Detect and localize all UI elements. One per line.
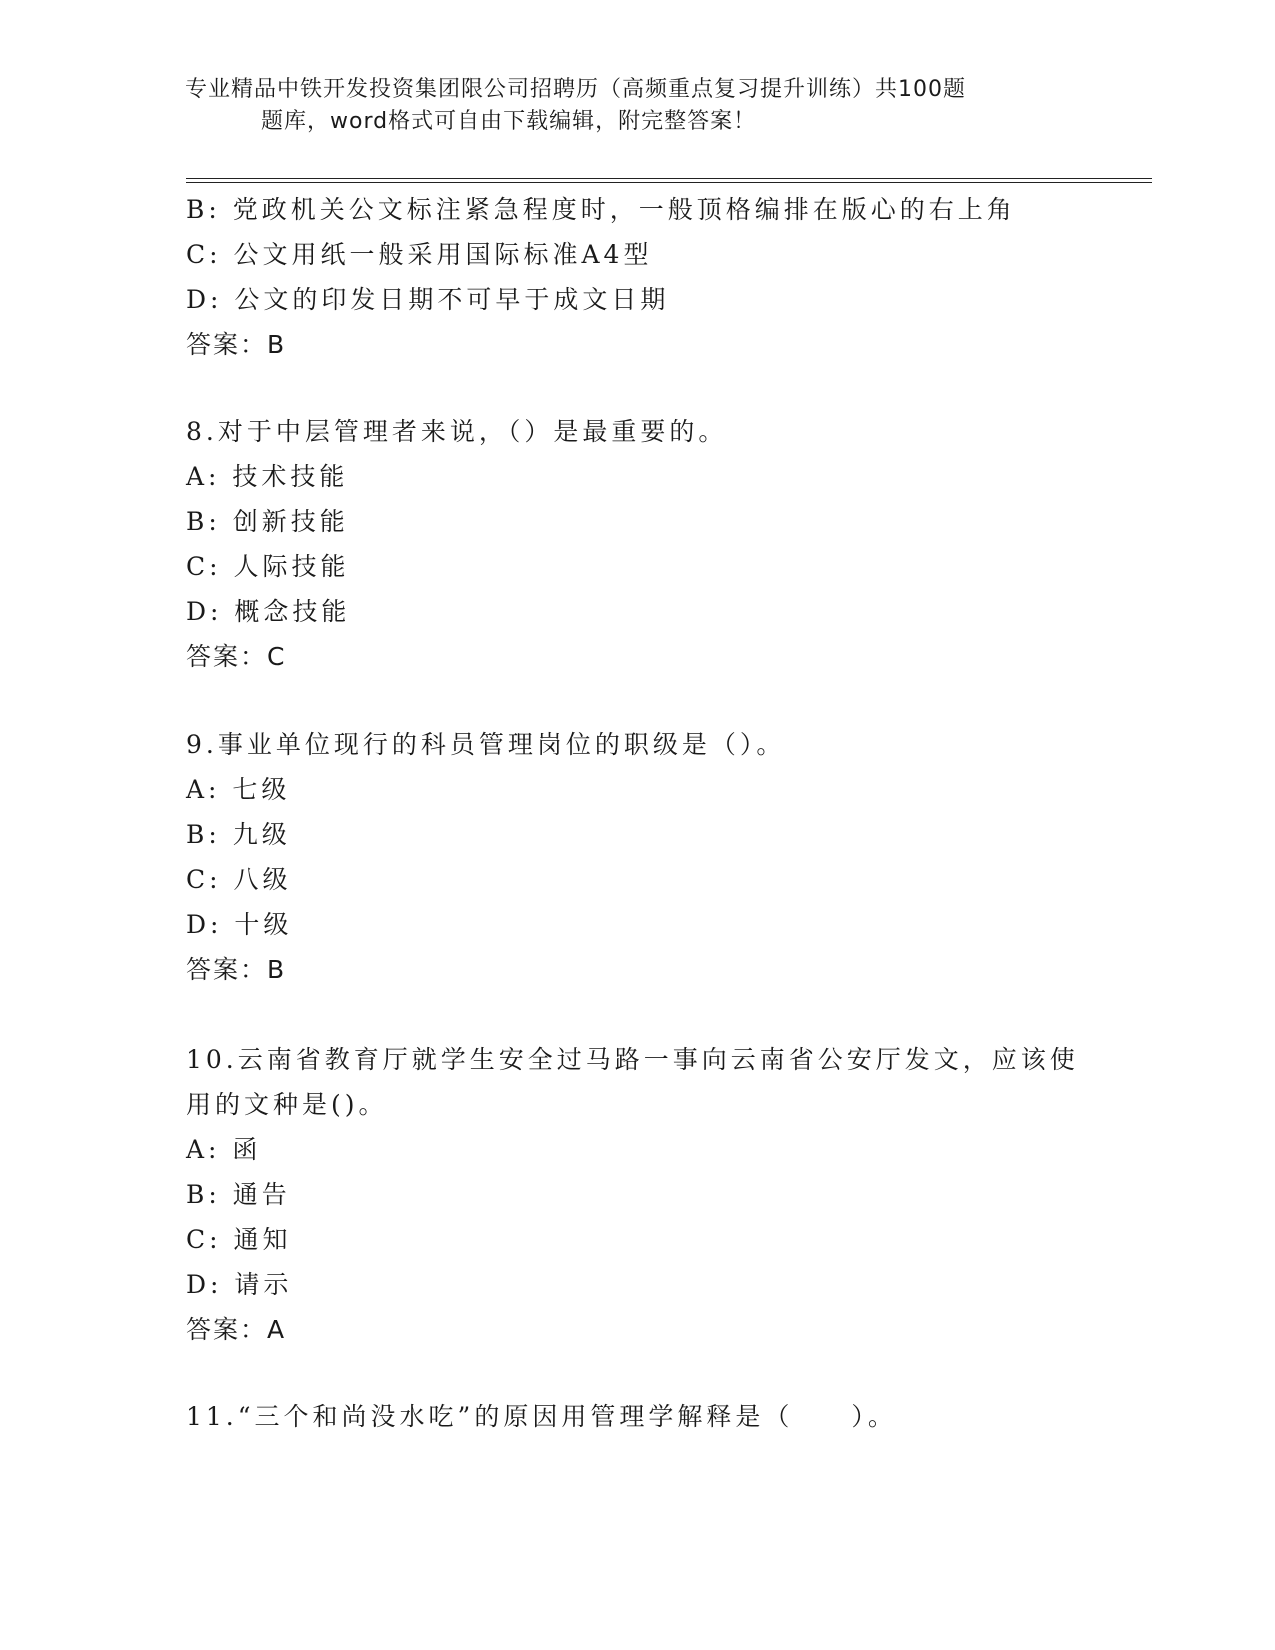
answer: 答案：B (186, 955, 287, 984)
option-c: C: 八级 (186, 865, 292, 894)
question-11: 11.“三个和尚没水吃”的原因用管理学解释是（ ）。 (186, 1402, 897, 1431)
option-b: B: 创新技能 (186, 507, 349, 536)
question-10-line-2: 用的文种是()。 (186, 1090, 388, 1119)
answer: 答案：B (186, 330, 287, 359)
question-9: 9.事业单位现行的科员管理岗位的职级是（）。 (186, 730, 786, 759)
answer: 答案：A (186, 1315, 287, 1344)
question-8: 8.对于中层管理者来说，（）是最重要的。 (186, 417, 728, 446)
option-a: A: 技术技能 (186, 462, 349, 491)
option-d: D: 概念技能 (186, 597, 351, 626)
header-line-2: 题库，word格式可自由下载编辑，附完整答案！ (261, 109, 757, 134)
header-divider-bottom (186, 182, 1152, 183)
answer: 答案：C (186, 642, 287, 671)
option-c: C: 人际技能 (186, 552, 350, 581)
question-10-line-1: 10.云南省教育厅就学生安全过马路一事向云南省公安厅发文，应该使 (186, 1045, 1079, 1074)
option-c: C: 通知 (186, 1225, 292, 1254)
document-header (185, 74, 1035, 138)
option-d: D: 公文的印发日期不可早于成文日期 (186, 285, 670, 314)
option-b: B: 党政机关公文标注紧急程度时，一般顶格编排在版心的右上角 (186, 195, 1016, 224)
option-b: B: 通告 (186, 1180, 291, 1209)
header-line-1: 专业精品中铁开发投资集团限公司招聘历（高频重点复习提升训练）共100题 (185, 77, 966, 102)
option-d: D: 十级 (186, 910, 293, 939)
option-a: A: 七级 (186, 775, 291, 804)
option-c: C: 公文用纸一般采用国际标准A4型 (186, 240, 653, 269)
option-d: D: 请示 (186, 1270, 293, 1299)
option-b: B: 九级 (186, 820, 291, 849)
header-divider-top (186, 178, 1152, 179)
option-a: A: 函 (186, 1135, 262, 1164)
